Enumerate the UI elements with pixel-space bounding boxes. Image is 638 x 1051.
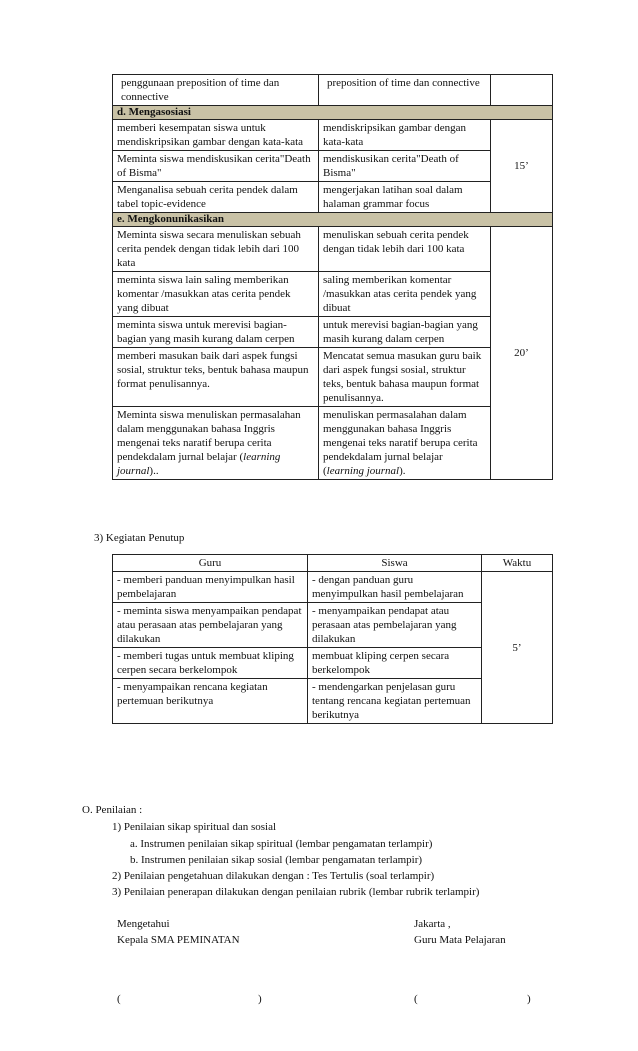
siswa-cell: - mendengarkan penjelasan guru tentang rencana kegiatan pertemuan berikutnya	[308, 679, 482, 724]
siswa-cell: preposition of time dan connective	[319, 75, 491, 106]
signature-right-line1: Jakarta ,	[414, 918, 451, 930]
signature-left-close-paren: )	[258, 993, 262, 1005]
table-row	[113, 317, 553, 348]
table-row	[113, 407, 553, 480]
siswa-cell: membuat kliping cerpen secara berkelompok	[308, 648, 482, 679]
table-row	[113, 348, 553, 407]
siswa-cell: - menyampaikan pendapat atau perasaan atas pembelajaran yang dilakukan	[308, 603, 482, 648]
penilaian-item-1a: a. Instrumen penilaian sikap spiritual (lembar pengamatan terlampir)	[130, 838, 433, 850]
penilaian-item-1b: b. Instrumen penilaian sikap sosial (lembar pengamatan terlampir)	[130, 854, 423, 866]
siswa-cell: mendiskripsikan gambar dengan kata-kata	[319, 120, 491, 151]
section-row	[113, 213, 553, 227]
siswa-cell: mengerjakan latihan soal dalam halaman grammar focus	[319, 182, 491, 213]
table-row	[113, 182, 553, 213]
signature-left-line2: Kepala SMA PEMINATAN	[117, 934, 240, 946]
signature-right-line2: Guru Mata Pelajaran	[414, 934, 506, 946]
signature-right-close-paren: )	[527, 993, 531, 1005]
guru-cell: - meminta siswa menyampaikan pendapat atau perasaan atas pembelajaran yang dilakukan	[113, 603, 308, 648]
time-cell	[491, 75, 553, 106]
guru-cell: meminta siswa lain saling memberikan komentar /masukkan atas cerita pendek yang dibuat	[113, 272, 319, 317]
section-row	[113, 106, 553, 120]
time-cell: 5’	[482, 572, 553, 724]
penilaian-item-1: 1) Penilaian sikap spiritual dan sosial	[112, 821, 277, 833]
table-row	[113, 120, 553, 151]
section-heading-mengkomunikasikan: e. Mengkonunikasikan	[113, 213, 553, 227]
siswa-cell: mendiskusikan cerita"Death of Bisma"	[319, 151, 491, 182]
activity-table-inti	[112, 74, 553, 480]
penilaian-heading: O. Penilaian :	[82, 804, 143, 816]
header-siswa: Siswa	[308, 555, 482, 572]
guru-cell: memberi kesempatan siswa untuk mendiskripsikan gambar dengan kata-kata	[113, 120, 319, 151]
guru-cell: Meminta siswa secara menuliskan sebuah cerita pendek dengan tidak lebih dari 100 kata	[113, 227, 319, 272]
signature-left-open-paren: (	[117, 993, 121, 1005]
table-row	[113, 272, 553, 317]
signature-left-line1: Mengetahui	[117, 918, 170, 930]
table-row	[113, 572, 553, 603]
siswa-cell: saling memberikan komentar /masukkan atas cerita pendek yang dibuat	[319, 272, 491, 317]
penilaian-item-2: 2) Penilaian pengetahuan dilakukan dengan : Tes Tertulis (soal terlampir)	[112, 870, 435, 882]
siswa-cell: untuk merevisi bagian-bagian yang masih kurang dalam cerpen	[319, 317, 491, 348]
siswa-cell: - dengan panduan guru menyimpulkan hasil pembelajaran	[308, 572, 482, 603]
time-cell: 20’	[491, 227, 553, 480]
table-row	[113, 227, 553, 272]
guru-cell: memberi masukan baik dari aspek fungsi sosial, struktur teks, bentuk bahasa maupun format penulisannya.	[113, 348, 319, 407]
time-cell: 15’	[491, 120, 553, 213]
header-waktu: Waktu	[482, 555, 553, 572]
table-row	[113, 75, 553, 106]
siswa-cell: Mencatat semua masukan guru baik dari aspek fungsi sosial, struktur teks, bentuk bahasa maupun format penulisannya.	[319, 348, 491, 407]
siswa-cell: menuliskan permasalahan dalam menggunakan bahasa Inggris mengenai teks naratif berupa cerita pendekdalam jurnal belajar (learning journal).	[319, 407, 491, 480]
guru-cell: - menyampaikan rencana kegiatan pertemuan berikutnya	[113, 679, 308, 724]
table-row	[113, 151, 553, 182]
section-heading-mengasosiasi: d. Mengasosiasi	[113, 106, 553, 120]
siswa-cell: menuliskan sebuah cerita pendek dengan tidak lebih dari 100 kata	[319, 227, 491, 272]
kegiatan-penutup-heading: 3) Kegiatan Penutup	[94, 532, 185, 544]
header-guru: Guru	[113, 555, 308, 572]
guru-cell: Meminta siswa menuliskan permasalahan dalam menggunakan bahasa Inggris mengenai teks naratif berupa cerita pendekdalam jurnal belajar (learning journal)..	[113, 407, 319, 480]
guru-cell: penggunaan preposition of time dan connective	[113, 75, 319, 106]
activity-table-penutup	[112, 554, 553, 724]
guru-cell: Meminta siswa mendiskusikan cerita"Death of Bisma"	[113, 151, 319, 182]
guru-cell: Menganalisa sebuah cerita pendek dalam tabel topic-evidence	[113, 182, 319, 213]
guru-cell: - memberi panduan menyimpulkan hasil pembelajaran	[113, 572, 308, 603]
header-row	[113, 555, 553, 572]
guru-cell: - memberi tugas untuk membuat kliping cerpen secara berkelompok	[113, 648, 308, 679]
guru-cell: meminta siswa untuk merevisi bagian-bagian yang masih kurang dalam cerpen	[113, 317, 319, 348]
signature-right-open-paren: (	[414, 993, 418, 1005]
penilaian-item-3: 3) Penilaian penerapan dilakukan dengan penilaian rubrik (lembar rubrik terlampir)	[112, 886, 480, 898]
